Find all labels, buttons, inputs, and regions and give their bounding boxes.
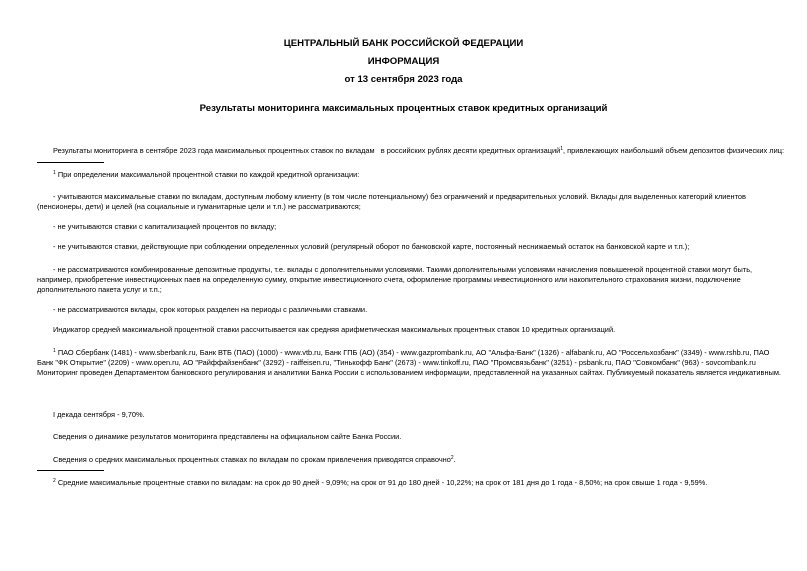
criteria-item-5: - не рассматриваются вклады, срок которых разделен на периоды с различными ставками. [53, 305, 368, 314]
decade-rate: I декада сентября - 9,70%. [53, 410, 145, 419]
reference-end: . [453, 455, 456, 464]
bank-list-text-1: ПАО Сбербанк (1481) - www.sberbank.ru, Банк ВТБ (ПАО) (1000) - www.vtb.ru, Банк ГПБ (АО) (354) - www.gazprombank.ru, АО "Альфа-Банк" (1326) - alfabank.ru, АО "Россельхозбанк" (3349) - www.rshb.ru, ПАО [57, 348, 770, 357]
bank-list-line-1 [53, 346, 769, 358]
criteria-item-2: - не учитываются ставки с капитализацией процентов по вкладу; [53, 222, 277, 231]
footnote-1-heading [53, 168, 359, 180]
doc-type: ИНФОРМАЦИЯ [367, 56, 440, 67]
org-name: ЦЕНТРАЛЬНЫЙ БАНК РОССИЙСКОЙ ФЕДЕРАЦИИ [283, 38, 524, 49]
footnote-divider [37, 162, 104, 163]
doc-date: от 13 сентября 2023 года [344, 74, 463, 85]
footnote-marker-2: 2 [53, 478, 56, 484]
intro-paragraph [53, 144, 784, 156]
footnote-marker-bank: 1 [53, 348, 56, 354]
footnote-2-divider [37, 470, 104, 471]
footnote-ref-1: 1 [560, 146, 564, 152]
criteria-item-4: - не рассматриваются комбинированные депозитные продукты, т.е. вклады с дополнительными условиями. Такими дополнительными условиями начисления повышенной процентной ставки могут быть, например, приобретение инвестиционных паев на определенную сумму, открытие инвестиционного счета, оформление программы инвестиционного или накопительного страхования жизни, подключение дополнительного пакета услуг и т.п.; [37, 265, 753, 294]
footnote-2-text: Средние максимальные процентные ставки по вкладам: на срок до 90 дней - 9,09%; на срок от 91 до 180 дней - 10,22%; на срок от 181 дня до 1 года - 8,50%; на срок свыше 1 года - 9,59%. [57, 478, 708, 487]
footnote-ref-2: 2 [450, 455, 454, 461]
intro-text-b: в российских рублях десяти кредитных организаций [380, 146, 561, 155]
doc-title: Результаты мониторинга максимальных процентных ставок кредитных организаций [199, 103, 608, 114]
intro-text-a: Результаты мониторинга в сентябре 2023 года максимальных процентных ставок по вкладам [53, 146, 375, 155]
dynamics-note: Сведения о динамике результатов мониторинга представлены на официальном сайте Банка России. [53, 432, 402, 441]
reference-note [53, 453, 456, 465]
criteria-item-1: - учитываются максимальные ставки по вкладам, доступным любому клиенту (в том числе потенциальному) без ограничений и предварительных условий. Вклады для выделенных категорий клиентов (пенсионеры, дети) и целей (на социальные и гуманитарные цели и т.п.) не рассматриваются; [37, 192, 746, 211]
bank-list-line-2: Банк "ФК Открытие" (2209) - www.open.ru, АО "Райффайзенбанк" (3292) - raiffeisen.ru, "Тинькофф Банк" (2673) - www.tinkoff.ru, ПАО "Промсвязьбанк" (3251) - psbank.ru, ПАО "Совкомбанк" (963) - sovcombank.ru [37, 358, 756, 367]
footnote-2 [53, 476, 707, 488]
footnote-marker-1: 1 [53, 170, 56, 176]
footnote-1-head-text: При определении максимальной процентной ставки по каждой кредитной организации: [57, 170, 360, 179]
monitoring-note: Мониторинг проведен Департаментом банковского регулирования и аналитики Банка России с использованием информации, представленной на указанных сайтах. Публикуемый показатель является индикативным. [37, 368, 781, 377]
criteria-item-3: - не учитываются ставки, действующие при соблюдении определенных условий (регулярный оборот по банковской карте, постоянный неснижаемый остаток на банковской карте и т.п.); [53, 242, 690, 251]
indicator-note: Индикатор средней максимальной процентной ставки рассчитывается как средняя арифметическая максимальных процентных ставок 10 кредитных организаций. [53, 325, 616, 334]
reference-text: Сведения о средних максимальных процентных ставках по вкладам по срокам привлечения приводятся справочно [53, 455, 451, 464]
intro-text-c: , привлекающих наибольший объем депозитов физических лиц: [563, 146, 784, 155]
